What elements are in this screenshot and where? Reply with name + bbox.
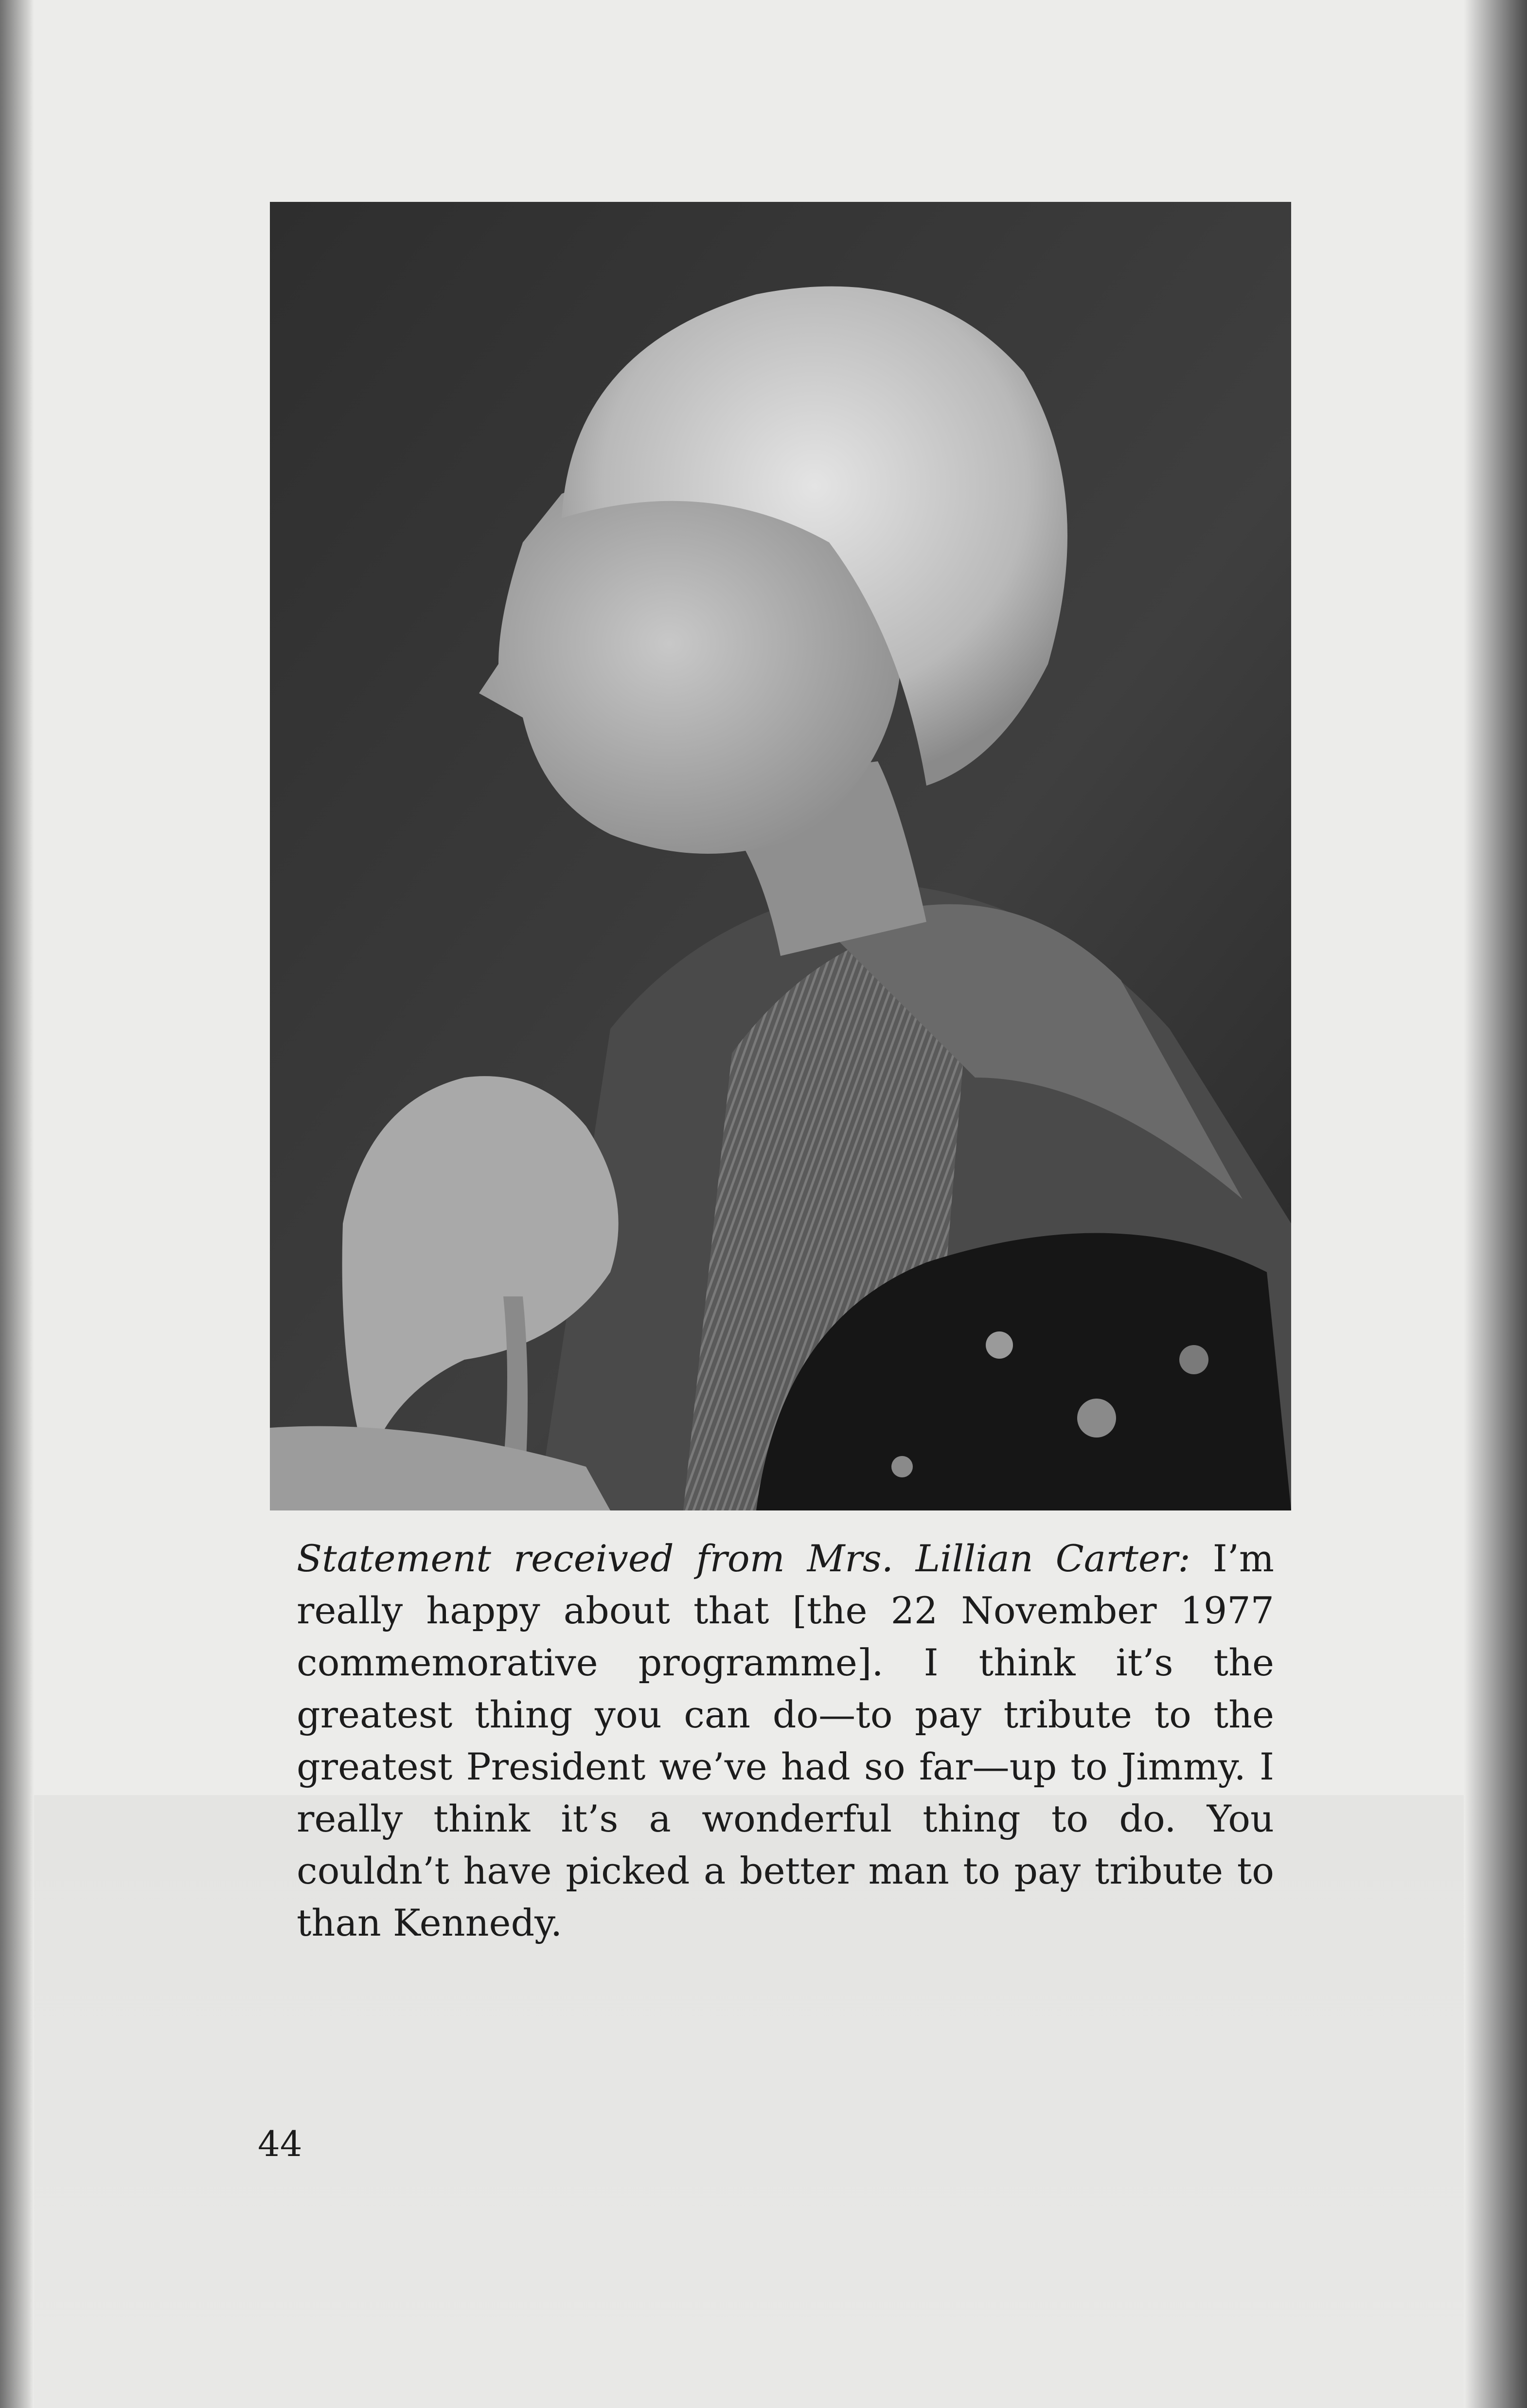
caption-lead: Statement received from Mrs. Lillian Carter: — [297, 1537, 1190, 1580]
portrait-photo — [270, 202, 1291, 1510]
photo-caption — [297, 1532, 1274, 1949]
page-number: 44 — [258, 2123, 302, 2164]
scan-edge-left — [0, 0, 34, 2408]
caption-body: I’m really happy about that [the 22 November 1977 commemorative programme]. I think it’s the greatest thing you can do—to pay tribute to the greatest President we’ve had so far—up to Jimmy. I really think it’s a wonderful thing to do. You couldn’t have picked a better man to pay tribute to than Kennedy. — [297, 1537, 1275, 1944]
scan-edge-right — [1464, 0, 1527, 2408]
